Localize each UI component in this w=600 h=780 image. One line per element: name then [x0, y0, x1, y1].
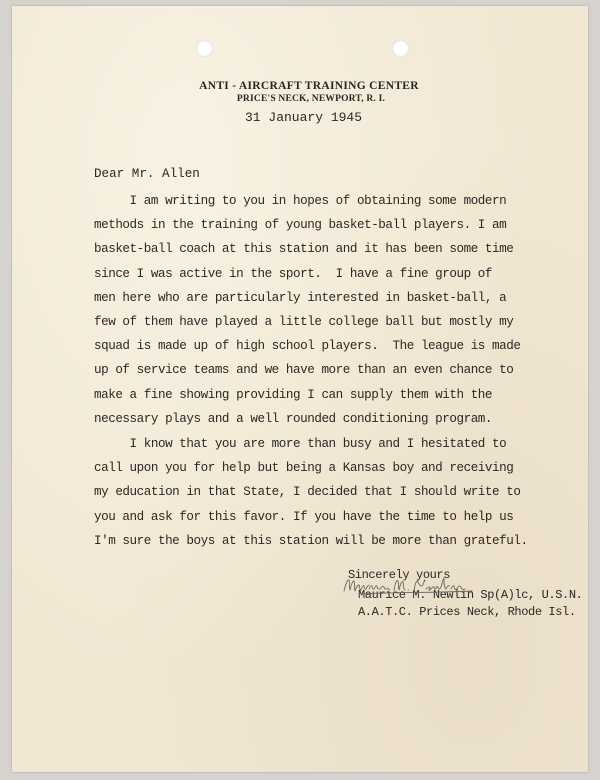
- handwritten-signature: [342, 574, 502, 596]
- text-line: up of service teams and we have more than an even chance to: [94, 363, 514, 378]
- punch-hole-left: [196, 40, 213, 57]
- text-line: basket-ball coach at this station and it has been some time: [94, 242, 514, 257]
- text-line: you and ask for this favor. If you have the time to help us: [94, 509, 514, 524]
- letterhead: [12, 79, 588, 105]
- paragraph-2: [94, 432, 528, 553]
- signer-name-line: Maurice M. Newlin Sp(A)lc, U.S.N.: [358, 588, 583, 602]
- valediction: Sincerely yours: [348, 568, 451, 582]
- text-line: since I was active in the sport. I have a fine group of: [94, 266, 493, 281]
- text-line: I'm sure the boys at this station will be more than grateful.: [94, 533, 528, 548]
- letterhead-organization: ANTI - AIRCRAFT TRAINING CENTER: [199, 80, 419, 92]
- letterhead-address: PRICE'S NECK, NEWPORT, R. I.: [236, 94, 386, 104]
- text-line: call upon you for help but being a Kansas boy and receiving: [94, 461, 514, 476]
- paragraph-1: [94, 189, 520, 431]
- signer-unit-line: A.A.T.C. Prices Neck, Rhode Isl.: [358, 605, 576, 619]
- text-line: squad is made up of high school players. The league is made: [94, 339, 521, 354]
- punch-hole-right: [392, 40, 409, 57]
- text-line: make a fine showing providing I can supply them with the: [94, 387, 493, 402]
- text-line: necessary plays and a well rounded conditioning program.: [94, 411, 493, 426]
- letter-page: [12, 6, 588, 772]
- text-line: men here who are particularly interested in basket-ball, a: [94, 290, 507, 305]
- text-line: few of them have played a little college ball but mostly my: [94, 315, 514, 330]
- text-line: I am writing to you in hopes of obtaining some modern: [94, 194, 507, 208]
- text-line: methods in the training of young basket-ball players. I am: [94, 218, 507, 233]
- text-line: I know that you are more than busy and I hesitated to: [94, 437, 507, 451]
- salutation: Dear Mr. Allen: [94, 167, 200, 181]
- text-line: my education in that State, I decided that I should write to: [94, 485, 521, 500]
- letter-date: 31 January 1945: [245, 110, 363, 125]
